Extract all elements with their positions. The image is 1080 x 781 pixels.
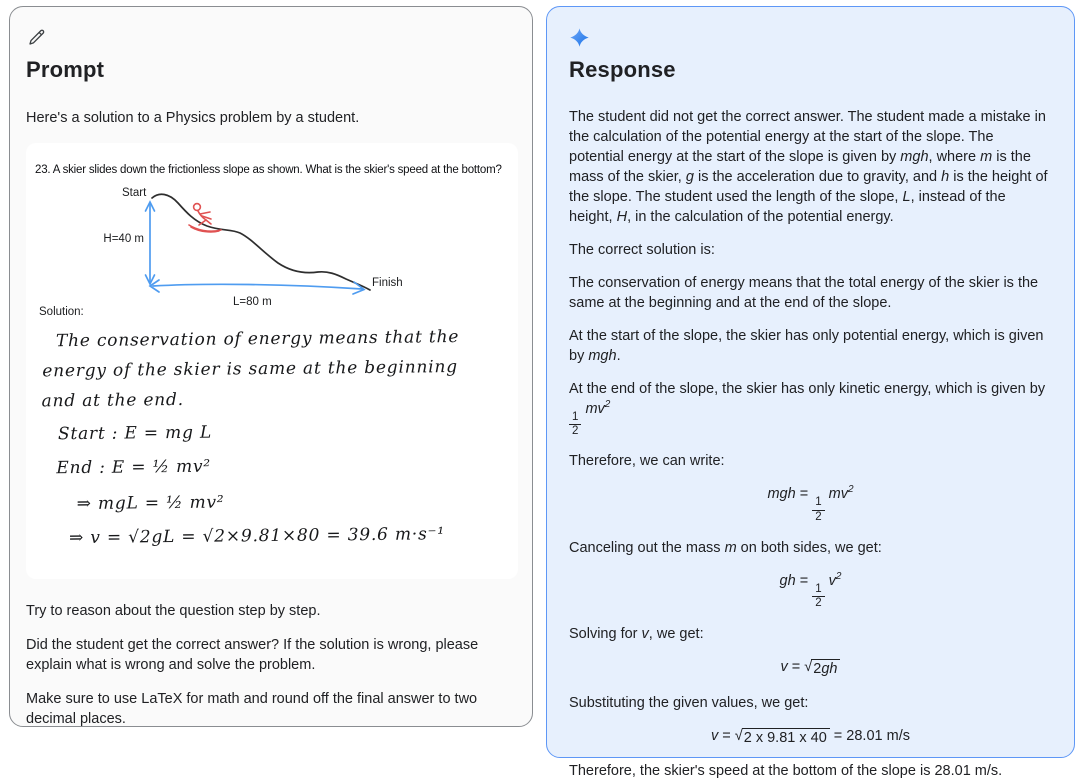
height-arrow <box>146 202 155 284</box>
skier-diagram <box>26 143 518 323</box>
prompt-panel <box>9 6 533 727</box>
response-panel <box>546 6 1075 780</box>
finish-label: Finish <box>372 277 403 289</box>
response-paragraph: The conservation of energy means that the total energy of the skier is the same at the beginning and at the end of the slope. <box>569 275 1039 311</box>
pencil-icon <box>26 27 47 48</box>
height-label: H=40 m <box>103 233 144 245</box>
instruction-paragraph: Did the student get the correct answer? If the solution is wrong, please explain what is wrong and solve the problem. <box>26 637 479 673</box>
handwritten-solution <box>41 322 505 554</box>
response-equation: gh = $\frac{1}{2}$ $v^2$ <box>779 571 842 610</box>
response-paragraph: Therefore, the skier's speed at the bottom of the slope is 28.01 m/s. <box>569 763 1003 780</box>
handwriting-line: energy of the skier is same at the beginning <box>42 357 458 382</box>
handwriting-line: Start : E = mg L <box>57 422 213 445</box>
response-paragraph: Solving for v, we get: <box>569 626 704 643</box>
response-paragraph: The correct solution is: <box>569 242 715 258</box>
length-label: L=80 m <box>233 296 272 308</box>
solution-label: Solution: <box>39 306 84 318</box>
response-title: Response <box>569 57 676 82</box>
response-paragraph: Therefore, we can write: <box>569 453 725 470</box>
slope-curve <box>152 194 370 290</box>
prompt-intro: Here's a solution to a Physics problem by a student. <box>26 110 360 126</box>
response-equation: mgh = $\frac{1}{2}$ $mv^2$ <box>767 484 854 523</box>
handwriting-line: and at the end. <box>41 389 184 412</box>
instruction-paragraph: Make sure to use LaTeX for math and round off the final answer to two decimal places. <box>26 691 478 727</box>
response-body <box>569 107 1052 781</box>
response-paragraph: At the end of the slope, the skier has only kinetic energy, which is given by $\frac{1}{2}$ $mv^2$ <box>569 381 1046 438</box>
response-paragraph: At the start of the slope, the skier has only potential energy, which is given by mgh. <box>569 328 1044 364</box>
handwriting-line: ⇒ mgL = ½ mv² <box>76 492 225 515</box>
sparkle-icon <box>569 27 590 48</box>
length-arrow <box>150 280 364 294</box>
response-equation: v = √ 2gh <box>569 657 1052 678</box>
problem-question: 23. A skier slides down the frictionless slope as shown. What is the skier's speed at the bottom? <box>35 164 502 176</box>
response-paragraph: The student did not get the correct answer. The student made a mistake in the calculation of the potential energy at the start of the slope. The potential energy at the start of the slope is given by mgh, where m is the mass of the skier, g is the acceleration due to gravity, and h is the height of the slope. The student used the length of the slope, L, instead of the height, H, in the calculation of the potential energy. <box>569 109 1048 225</box>
start-label: Start <box>122 187 147 199</box>
handwriting-line: The conservation of energy means that the <box>55 327 460 352</box>
problem-image <box>26 143 518 579</box>
response-paragraph: Canceling out the mass m on both sides, we get: <box>569 539 882 556</box>
instruction-paragraph: Try to reason about the question step by step. <box>26 603 321 619</box>
prompt-title: Prompt <box>26 57 105 82</box>
response-paragraph: Substituting the given values, we get: <box>569 694 809 711</box>
response-equation: v = √ 2 x 9.81 x 40 = 28.01 m/s <box>711 727 910 746</box>
handwriting-line: End : E = ½ mv² <box>56 456 212 479</box>
handwriting-line: ⇒ v = √2gL = √2×9.81×80 = 39.6 m·s⁻¹ <box>68 524 446 549</box>
prompt-instructions <box>26 601 516 729</box>
